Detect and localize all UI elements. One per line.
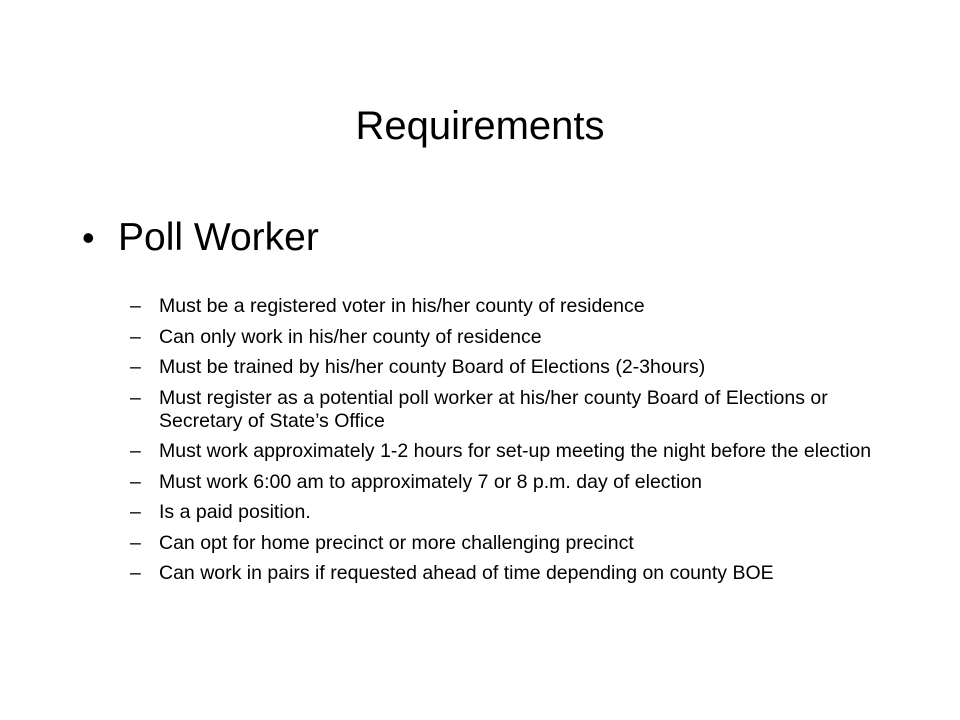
- sub-bullet-list: [130, 295, 890, 593]
- sub-bullet-item: [130, 295, 890, 318]
- slide-title: Requirements: [355, 104, 605, 148]
- bullet-marker: •: [82, 217, 95, 258]
- main-bullet-label: Poll Worker: [118, 216, 319, 259]
- sub-bullet-text: Is a paid position.: [159, 501, 311, 523]
- sub-bullet-text: Can work in pairs if requested ahead of time depending on county BOE: [159, 562, 774, 584]
- sub-bullet-text: Must be a registered voter in his/her county of residence: [159, 295, 645, 317]
- sub-bullet-item: [130, 326, 890, 349]
- sub-bullet-item: [130, 471, 890, 494]
- sub-bullet-item: [130, 440, 890, 463]
- sub-bullet-item: [130, 532, 890, 555]
- sub-bullet-text: Must work 6:00 am to approximately 7 or 8 p.m. day of election: [159, 470, 703, 493]
- dash-marker: –: [130, 295, 141, 317]
- dash-marker: –: [130, 531, 141, 554]
- dash-marker: –: [130, 356, 141, 378]
- dash-marker: –: [130, 325, 141, 348]
- sub-bullet-text: Must register as a potential poll worker at his/her county Board of Elections or Secretary of State’s Office: [159, 386, 828, 432]
- dash-marker: –: [130, 386, 141, 409]
- sub-bullet-text: Must be trained by his/her county Board of Elections (2-3hours): [159, 356, 706, 378]
- main-bullet: [82, 212, 319, 264]
- sub-bullet-item: [130, 356, 890, 379]
- dash-marker: –: [130, 470, 141, 493]
- dash-marker: –: [130, 501, 141, 523]
- sub-bullet-item: [130, 387, 890, 433]
- sub-bullet-text: Must work approximately 1-2 hours for set-up meeting the night before the election: [159, 440, 872, 462]
- dash-marker: –: [130, 440, 141, 462]
- sub-bullet-item: [130, 501, 890, 524]
- sub-bullet-text: Can only work in his/her county of residence: [159, 325, 542, 348]
- dash-marker: –: [130, 562, 141, 584]
- sub-bullet-text: Can opt for home precinct or more challenging precinct: [159, 531, 634, 554]
- sub-bullet-item: [130, 562, 890, 585]
